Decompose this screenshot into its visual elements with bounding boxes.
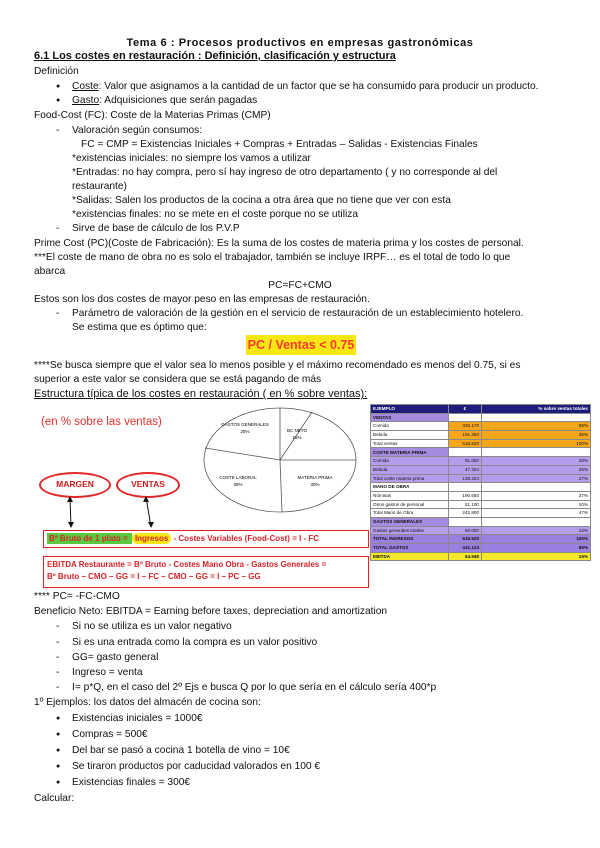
ventas-oval: VENTAS: [116, 472, 180, 498]
table-cell: 516.520: [448, 535, 481, 544]
note-salidas: *Salidas: Salen los productos de la cocina a otra área que no tiene que ver con esta: [72, 195, 451, 206]
dash-item: - I= p*Q, en el caso del 2º Ejs e busca Q por lo que sería en el cálculo sería 400*p: [72, 682, 436, 693]
dash-item: - GG= gasto general: [72, 652, 158, 663]
table-cell: [448, 483, 481, 492]
note-entradas-cont: restaurante): [72, 181, 127, 192]
table-cell: 10%: [482, 500, 591, 509]
table-cell: 37%: [482, 491, 591, 500]
table-row: [371, 448, 591, 457]
bruto-formula-rest: - Costes Variables (Food-Cost) = I - FC: [171, 534, 320, 543]
pc-formula: PC=FC+CMO: [268, 280, 332, 291]
table-cell: 85%: [482, 544, 591, 553]
table-cell: 191.350: [448, 431, 481, 440]
table-row: [371, 431, 591, 440]
table-row: [371, 500, 591, 509]
table-cell: Total coste materia prima: [371, 474, 449, 483]
header-cell: €: [448, 405, 481, 414]
table-cell: COSTE MATERIA PRIMA: [371, 448, 449, 457]
beneficio-neto: Beneficio Neto: EBITDA = Earning before taxes, depreciation and amortization: [34, 606, 388, 617]
table-cell: 91.000: [448, 457, 481, 466]
prime-cost-line-2: ***El coste de mano de obra no es solo el trabajador, también se incluye IRPF… es el total de todo lo que: [34, 252, 511, 263]
pie-label-materia: MATERIA PRIMA: [297, 475, 333, 480]
ratio-note-line-1: ****Se busca siempre que el valor sea lo menos posible y el máximo recomendado es menos del 0.75, si es: [34, 360, 521, 371]
table-row: [371, 474, 591, 483]
table-cell: 47%: [482, 509, 591, 518]
table-cell: 138.324: [448, 474, 481, 483]
term-coste: Coste: [72, 81, 99, 92]
table-cell: 51.100: [448, 500, 481, 509]
table-row: [371, 413, 591, 422]
term-coste-text: : Valor que asignamos a la cantidad de un factor que se ha consumido para producir un producto.: [98, 81, 539, 92]
table-cell: 64.948: [448, 552, 481, 561]
prime-cost-line-3: abarca: [34, 266, 66, 277]
table-cell: 28%: [482, 457, 591, 466]
dash-item: - Si no se utiliza es un valor negativo: [72, 621, 232, 632]
pie-pct-laboral: 35%: [233, 482, 243, 487]
table-cell: GASTOS GENERALES: [371, 517, 449, 526]
table-cell: [448, 448, 481, 457]
table-cell: 441.124: [448, 544, 481, 553]
table-row: [371, 439, 591, 448]
table-cell: 516.520: [448, 439, 481, 448]
dash-item: - Si es una entrada como la compra es un valor positivo: [72, 637, 317, 648]
dash-item: - Ingreso = venta: [72, 667, 143, 678]
table-row: [371, 509, 591, 518]
ejemplo-bullet: ● Del bar se pasó a cocina 1 botella de vino = 10€: [72, 745, 290, 756]
table-cell: Total ventas: [371, 439, 449, 448]
table-cell: TOTAL INGRESOS: [371, 535, 449, 544]
table-cell: 27%: [482, 474, 591, 483]
note-existencias-finales: *existencias finales: no se mete en el coste porque no se utiliza: [72, 209, 358, 220]
table-cell: 47.324: [448, 465, 481, 474]
table-cell: VENTAS: [371, 413, 449, 422]
table-row: [371, 483, 591, 492]
note-existencias-iniciales: *existencias iniciales: no siempre los vamos a utilizar: [72, 153, 311, 164]
arrowhead-margen-bottom: [68, 522, 74, 528]
header-cell: % sobre ventas totales: [482, 405, 591, 414]
table-cell: [448, 413, 481, 422]
table-cell: EBITDA: [371, 552, 449, 561]
table-cell: [482, 413, 591, 422]
ratio-note-line-2: superior a este valor se considera que se está pagando de más: [34, 374, 322, 385]
table-row: [371, 535, 591, 544]
term-gasto-text: : Adquisiciones que serán pagadas: [99, 95, 258, 106]
ebitda-line-1: EBITDA Restaurante = Bº Bruto - Costes Mano Obra - Gastos Generales =: [47, 560, 327, 569]
table-cell: Comida: [371, 457, 449, 466]
table-cell: 15%: [482, 552, 591, 561]
table-cell: Nóminas: [371, 491, 449, 500]
def-bullet-coste: [72, 81, 538, 92]
ejemplo-bullet: ● Existencias iniciales = 1000€: [72, 713, 203, 724]
page-title: Tema 6 : Procesos productivos en empresas gastronómicas: [126, 37, 474, 49]
valoracion-item: - Valoración según consumos:: [72, 125, 202, 136]
arrowhead-margen-top: [67, 496, 73, 502]
table-row: [371, 552, 591, 561]
table-cell: MANO DE OBRA: [371, 483, 449, 492]
table-cell: TOTAL GASTOS: [371, 544, 449, 553]
table-row: [371, 491, 591, 500]
table-header-row: [371, 405, 591, 414]
ejemplo-table: [370, 404, 591, 561]
table-cell: 65%: [482, 422, 591, 431]
pie-label-laboral: COSTE LABORAL: [219, 475, 257, 480]
food-cost-heading: Food-Cost (FC): Coste de la Materias Primas (CMP): [34, 110, 271, 121]
table-cell: Otros gastos de personal: [371, 500, 449, 509]
arrowhead-ventas-top: [143, 496, 149, 502]
table-cell: 100%: [482, 535, 591, 544]
bruto-label: Bº Bruto de 1 plato =: [49, 534, 130, 543]
table-cell: 35%: [482, 431, 591, 440]
diagram-arrows: [40, 494, 180, 530]
ejemplo-bullet: ● Se tiraron productos por caducidad valorados en 100 €: [72, 761, 320, 772]
ebitda-line-2: Bº Bruto – CMO – GG = I – FC – CMO – GG = I – PC – GG: [47, 572, 261, 581]
pie-pct-bc: 15%: [292, 435, 302, 440]
table-cell: Bebida: [371, 431, 449, 440]
cost-pie-chart: [200, 404, 362, 516]
table-row: [371, 465, 591, 474]
table-cell: 12%: [482, 526, 591, 535]
table-cell: Gastos generales totales: [371, 526, 449, 535]
table-cell: [482, 448, 591, 457]
pie-pct-gastos: 25%: [240, 429, 250, 434]
diagram-subtitle: (en % sobre las ventas): [41, 416, 162, 428]
parametro-line-1: - Parámetro de valoración de la gestión en el servicio de restauración de un establecimiento hotelero.: [72, 308, 523, 319]
pie-pct-materia: 30%: [310, 482, 320, 487]
bruto-box: [43, 530, 369, 548]
ejemplos-heading: 1º Ejemplos: los datos del almacén de cocina son:: [34, 697, 261, 708]
parametro-line-2: Se estima que es óptimo que:: [72, 322, 207, 333]
prime-cost-line-1: Prime Cost (PC)(Coste de Fabricación): Es la suma de los costes de materia prima y los costes de personal.: [34, 238, 524, 249]
ejemplo-bullet: ● Compras = 500€: [72, 729, 148, 740]
table-cell: [448, 517, 481, 526]
estructura-heading: Estructura típica de los costes en restauración ( en % sobre ventas):: [34, 388, 368, 400]
table-row: [371, 544, 591, 553]
calcular-label: Calcular:: [34, 793, 75, 804]
margen-oval: MARGEN: [39, 472, 111, 498]
table-cell: [482, 517, 591, 526]
table-cell: 25%: [482, 465, 591, 474]
table-row: [371, 526, 591, 535]
definicion-label: Definición: [34, 66, 79, 77]
pie-label-gastos: GASTOS GENERALES: [221, 422, 269, 427]
table-cell: 190.650: [448, 491, 481, 500]
ejemplo-bullet: ● Existencias finales = 300€: [72, 777, 190, 788]
table-cell: Total Mano de Obra: [371, 509, 449, 518]
pc-ratio-highlight: PC / Ventas < 0.75: [246, 335, 356, 355]
ejemplo-table-body: [371, 405, 591, 561]
table-cell: 242.800: [448, 509, 481, 518]
header-cell: EJEMPLO: [371, 405, 449, 414]
arrowhead-ventas-bottom: [148, 522, 154, 528]
mayor-peso-text: Estos son los dos costes de mayor peso en las empresas de restauración.: [34, 294, 370, 305]
table-cell: 100%: [482, 439, 591, 448]
pc-negative-note: **** PC= -FC-CMO: [34, 591, 120, 602]
table-cell: 325.170: [448, 422, 481, 431]
note-entradas: *Entradas: no hay compra, pero sí hay ingreso de otro departamento ( y no corresponde al del: [72, 167, 498, 178]
table-row: [371, 457, 591, 466]
pie-label-bc: BC NETO: [287, 428, 307, 433]
table-cell: 60.000: [448, 526, 481, 535]
def-bullet-gasto: [72, 95, 257, 106]
table-cell: Bebida: [371, 465, 449, 474]
table-row: [371, 422, 591, 431]
section-heading: 6.1 Los costes en restauración : Definición, clasificación y estructura: [34, 50, 396, 62]
table-cell: [482, 483, 591, 492]
table-row: [371, 517, 591, 526]
ebitda-box: [43, 556, 369, 588]
pvp-item: - Sirve de base de cálculo de los P.V.P: [72, 223, 240, 234]
table-cell: Comida: [371, 422, 449, 431]
ingresos-highlight: Ingresos: [132, 533, 171, 544]
term-gasto: Gasto: [72, 95, 100, 106]
fc-formula: FC = CMP = Existencias Iniciales + Compras + Entradas – Salidas - Existencias Finales: [81, 139, 478, 150]
